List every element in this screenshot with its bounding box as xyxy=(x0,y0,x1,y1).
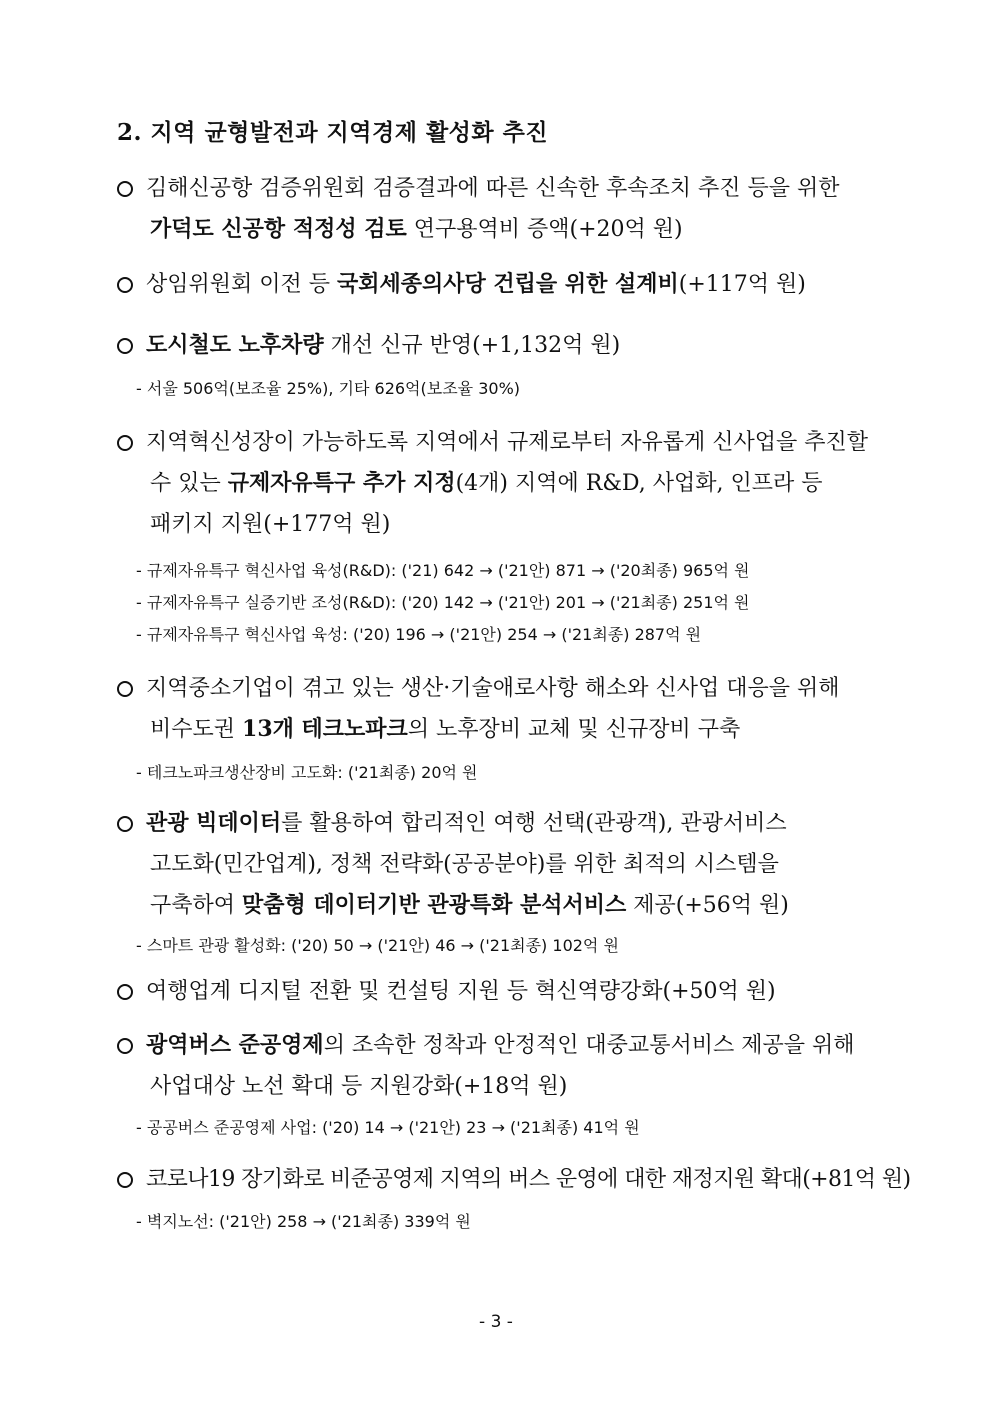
sub-item: - 서울 506억(보조율 25%), 기타 626억(보조율 30%) xyxy=(136,379,521,398)
sub-item: - 규제자유특구 혁신사업 육성: ('20) 196 → ('21안) 254 → ('21최종) 287억 원 xyxy=(136,625,702,644)
item-bold-text: 규제자유특구 추가 지정 xyxy=(227,470,456,496)
list-item xyxy=(117,1025,854,1107)
sub-item: - 공공버스 준공영제 사업: ('20) 14 → ('21안) 23 → ('21최종) 41억 원 xyxy=(136,1118,640,1137)
item-text: 상임위원회 이전 등 xyxy=(146,272,337,297)
item-text: (4개) 지역에 R&D, 사업화, 인프라 등 xyxy=(455,471,823,496)
list-item xyxy=(117,325,620,366)
list-item xyxy=(117,264,806,305)
sub-item: - 벽지노선: ('21안) 258 → ('21최종) 339억 원 xyxy=(136,1212,471,1231)
list-item xyxy=(117,803,789,926)
item-text: 비수도권 xyxy=(150,717,243,742)
circle-bullet-icon xyxy=(117,984,133,1000)
list-item xyxy=(117,971,776,1012)
item-text: 사업대상 노선 확대 등 지원강화(+18억 원) xyxy=(150,1074,568,1099)
item-text: 지역중소기업이 겪고 있는 생산·기술애로사항 해소와 신사업 대응을 위해 xyxy=(146,676,840,701)
item-bold-text: 맞춤형 데이터기반 관광특화 분석서비스 xyxy=(242,892,627,918)
item-bold-text: 도시철도 노후차량 xyxy=(146,332,324,358)
item-bold-text: 13개 테크노파크 xyxy=(242,716,408,742)
circle-bullet-icon xyxy=(117,338,133,354)
item-text: 연구용역비 증액(+20억 원) xyxy=(406,217,683,242)
sub-item: - 스마트 관광 활성화: ('20) 50 → ('21안) 46 → ('21최종) 102억 원 xyxy=(136,936,619,955)
list-item xyxy=(117,1159,911,1200)
item-text: 패키지 지원(+177억 원) xyxy=(150,512,391,537)
circle-bullet-icon xyxy=(117,435,133,451)
sub-item: - 규제자유특구 실증기반 조성(R&D): ('20) 142 → ('21안) 201 → ('21최종) 251억 원 xyxy=(136,593,750,612)
item-text: 개선 신규 반영(+1,132억 원) xyxy=(323,333,621,358)
item-bold-text: 가덕도 신공항 적정성 검토 xyxy=(150,216,407,242)
item-text: 제공(+56억 원) xyxy=(626,893,789,918)
list-item xyxy=(117,668,840,750)
item-text: 여행업계 디지털 전환 및 컨설팅 지원 등 혁신역량강화(+50억 원) xyxy=(146,979,776,1004)
list-item xyxy=(117,168,840,250)
item-bold-text: 광역버스 준공영제 xyxy=(146,1032,324,1058)
item-text: 고도화(민간업계), 정책 전략화(공공분야)를 위한 최적의 시스템을 xyxy=(150,852,779,877)
circle-bullet-icon xyxy=(117,181,133,197)
sub-item: - 규제자유특구 혁신사업 육성(R&D): ('21) 642 → ('21안) 871 → ('20최종) 965억 원 xyxy=(136,561,750,580)
item-bold-text: 관광 빅데이터 xyxy=(146,810,282,836)
circle-bullet-icon xyxy=(117,681,133,697)
item-text: 를 활용하여 합리적인 여행 선택(관광객), 관광서비스 xyxy=(281,811,787,836)
item-bold-text: 국회세종의사당 건립을 위한 설계비 xyxy=(337,271,679,297)
item-text: 의 노후장비 교체 및 신규장비 구축 xyxy=(407,717,741,742)
section-heading: 2. 지역 균형발전과 지역경제 활성화 추진 xyxy=(117,119,549,146)
item-text: 수 있는 xyxy=(150,471,228,496)
circle-bullet-icon xyxy=(117,816,133,832)
item-text: 코로나19 장기화로 비준공영제 지역의 버스 운영에 대한 재정지원 확대(+81억 원) xyxy=(146,1167,911,1192)
sub-item: - 테크노파크생산장비 고도화: ('21최종) 20억 원 xyxy=(136,763,478,782)
item-text: (+117억 원) xyxy=(678,272,806,297)
circle-bullet-icon xyxy=(117,277,133,293)
item-text: 김해신공항 검증위원회 검증결과에 따른 신속한 후속조치 추진 등을 위한 xyxy=(146,176,840,201)
item-text: 의 조속한 정착과 안정적인 대중교통서비스 제공을 위해 xyxy=(323,1033,855,1058)
item-text: 지역혁신성장이 가능하도록 지역에서 규제로부터 자유롭게 신사업을 추진할 xyxy=(146,430,869,455)
list-item xyxy=(117,422,868,545)
page-number: - 3 - xyxy=(479,1312,513,1332)
item-text: 구축하여 xyxy=(150,893,243,918)
circle-bullet-icon xyxy=(117,1172,133,1188)
circle-bullet-icon xyxy=(117,1038,133,1054)
